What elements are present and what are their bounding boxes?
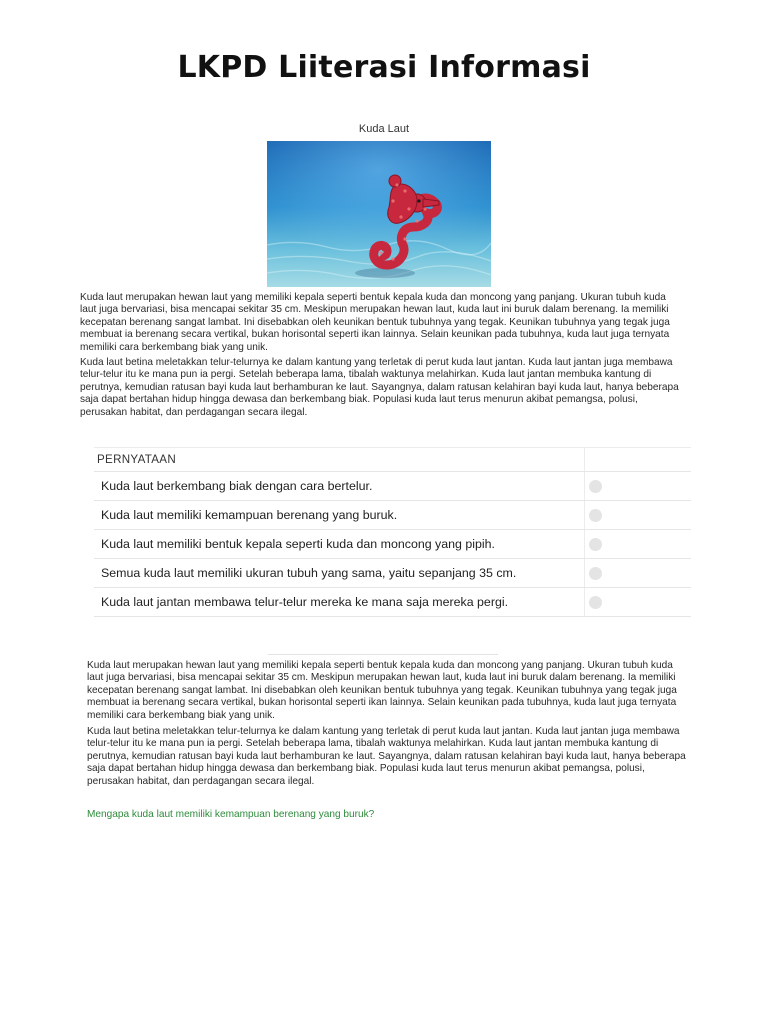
statement-text: Kuda laut jantan membawa telur-telur mereka ke mana saja mereka pergi. [94,588,585,617]
table-row [94,472,691,501]
answer-cell [585,530,692,559]
table-header-label: PERNYATAAN [94,448,585,472]
passage2-paragraph2: Kuda laut betina meletakkan telur-telurnya ke dalam kantung yang terletak di perut kuda laut jantan. Kuda laut jantan juga membawa telur-telur itu ke mana pun ia pergi. Setelah beberapa lama, tibalah waktunya melahirkan. Kuda laut jantan membuka kantung di perutnya, kemudian ratusan bayi kuda laut berhamburan ke laut. Sayangnya, dalam ratusan kelahiran bayi kuda laut, hanya beberapa saja dapat bertahan hidup hingga dewasa dan berkembang biak. Populasi kuda laut terus menurun akibat pemangsa, polusi, perusakan habitat, dan perdagangan secara ilegal. [87,726,686,787]
table-row [94,530,691,559]
question-text: Mengapa kuda laut memiliki kemampuan berenang yang buruk? [87,809,375,820]
radio-circle-icon[interactable] [589,509,602,522]
table-row [94,501,691,530]
image-caption: Kuda Laut [358,123,410,135]
table-header-answer [585,448,692,472]
answer-cell [585,472,692,501]
statement-text: Kuda laut memiliki kemampuan berenang yang buruk. [94,501,585,530]
radio-circle-icon[interactable] [589,596,602,609]
passage1-paragraph1: Kuda laut merupakan hewan laut yang memiliki kepala seperti bentuk kepala kuda dan moncong yang panjang. Ukuran tubuh kuda laut juga bervariasi, bisa mencapai sekitar 35 cm. Meskipun merupakan hewan laut, kuda laut ini buruk dalam berenang. Ia memiliki kecepatan berenang sangat lambat. Ini disebabkan oleh keunikan bentuk tubuhnya yang tegak. Keunikan tubuhnya yang tegak juga membuat ia berenang secara vertikal, bukan horisontal seperti ikan lainnya. Selain keunikan pada tubuhnya, kuda laut juga ternyata memiliki cara berkembang biak yang unik. [80,292,670,353]
statement-text: Kuda laut berkembang biak dengan cara bertelur. [94,472,585,501]
answer-cell [585,588,692,617]
statement-text: Semua kuda laut memiliki ukuran tubuh yang sama, yaitu sepanjang 35 cm. [94,559,585,588]
passage2-paragraph1: Kuda laut merupakan hewan laut yang memiliki kepala seperti bentuk kepala kuda dan moncong yang panjang. Ukuran tubuh kuda laut juga bervariasi, bisa mencapai sekitar 35 cm. Meskipun merupakan hewan laut, kuda laut ini buruk dalam berenang. Ia memiliki kecepatan berenang sangat lambat. Ini disebabkan oleh keunikan bentuk tubuhnya yang tegak. Keunikan tubuhnya yang tegak juga membuat ia berenang secara vertikal, bukan horisontal seperti ikan lainnya. Selain keunikan pada tubuhnya, kuda laut juga ternyata memiliki cara berkembang biak yang unik. [87,660,677,721]
seahorse-photo [267,141,491,287]
passage1-paragraph2: Kuda laut betina meletakkan telur-telurnya ke dalam kantung yang terletak di perut kuda laut jantan. Kuda laut jantan juga membawa telur-telur itu ke mana pun ia pergi. Setelah beberapa lama, tibalah waktunya melahirkan. Kuda laut jantan membuka kantung di perutnya, kemudian ratusan bayi kuda laut berhamburan ke laut. Sayangnya, dalam ratusan kelahiran bayi kuda laut, hanya beberapa saja dapat bertahan hidup hingga dewasa dan berkembang biak. Populasi kuda laut terus menurun akibat pemangsa, polusi, perusakan habitat, dan perdagangan secara ilegal. [80,357,679,418]
radio-circle-icon[interactable] [589,538,602,551]
statement-text: Kuda laut memiliki bentuk kepala seperti kuda dan moncong yang pipih. [94,530,585,559]
table-header-row [94,448,691,472]
seahorse-illustration [267,141,491,287]
table-row [94,588,691,617]
answer-cell [585,559,692,588]
statement-table [94,447,691,617]
radio-circle-icon[interactable] [589,567,602,580]
answer-cell [585,501,692,530]
table-row [94,559,691,588]
page-title: LKPD Liiterasi Informasi [177,50,591,85]
section-divider [268,654,498,655]
radio-circle-icon[interactable] [589,480,602,493]
